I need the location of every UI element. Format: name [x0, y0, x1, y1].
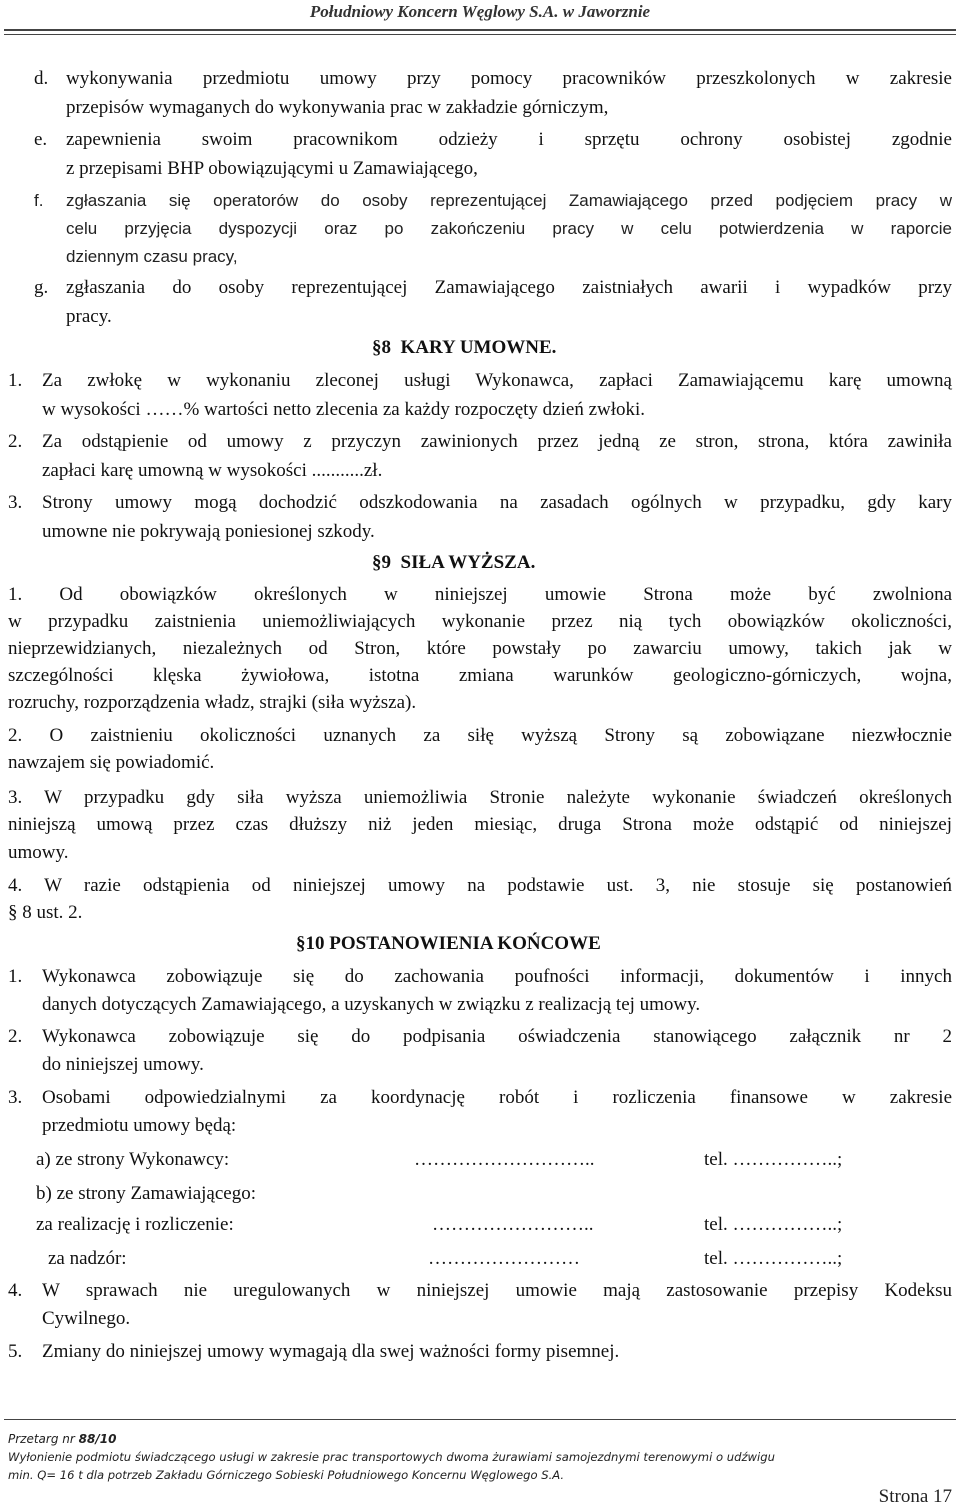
- penalty-item-line: zapłaci karę umowną w wysokości ...........zł.: [42, 460, 383, 481]
- contact-tel: tel. ……………..;: [704, 1248, 843, 1269]
- contact-tel: tel. ……………..;: [704, 1149, 843, 1170]
- final-item-line: W sprawach nie uregulowanych w niniejszej umowie mają zastosowanie przepisy Kodeksu: [42, 1280, 952, 1301]
- page-number: Strona 17: [878, 1486, 952, 1507]
- force-majeure-line: 3. W przypadku gdy siła wyższa uniemożliwia Stronie należyte wykonanie świadczeń określonych: [8, 787, 952, 808]
- final-item-line: Wykonawca zobowiązuje się do podpisania oświadczenia stanowiącego załącznik nr 2: [42, 1026, 952, 1047]
- footer-description-2: min. Q= 16 t dla potrzeb Zakładu Górniczego Sobieski Południowego Koncernu Węglowego S.A.: [8, 1468, 565, 1482]
- list-item-line: wykonywania przedmiotu umowy przy pomocy pracowników przeszkolonych w zakresie: [66, 68, 952, 89]
- list-item-line: pracy.: [66, 306, 112, 327]
- list-item-label: g.: [34, 277, 49, 298]
- penalty-item-label: 1.: [8, 370, 23, 391]
- section-heading-9: §9 SIŁA WYŻSZA.: [372, 552, 536, 573]
- penalty-item-line: w wysokości ……% wartości netto zlecenia za każdy rozpoczęty dzień zwłoki.: [42, 399, 646, 420]
- contact-label: za nadzór:: [48, 1248, 127, 1269]
- final-item-label: 5.: [8, 1341, 23, 1362]
- penalty-item-label: 2.: [8, 431, 23, 452]
- contact-dots: ……………………: [428, 1248, 580, 1269]
- section-sign: §: [372, 552, 382, 573]
- footer-rule: [4, 1419, 956, 1420]
- force-majeure-line: umowy.: [8, 842, 69, 863]
- header-rule-thin: [4, 34, 956, 35]
- footer-tender: Przetarg nr 88/10: [8, 1432, 117, 1446]
- final-item-line: danych dotyczących Zamawiającego, a uzyskanych w związku z realizacją tej umowy.: [42, 994, 701, 1015]
- final-item-line: Cywilnego.: [42, 1308, 131, 1329]
- final-item-line: Osobami odpowiedzialnymi za koordynację robót i rozliczenia finansowe w zakresie: [42, 1087, 952, 1108]
- force-majeure-line-ref: § 8 ust. 2.: [8, 902, 83, 923]
- list-item-label: f.: [34, 191, 44, 210]
- force-majeure-line: nawzajem się powiadomić.: [8, 752, 215, 773]
- contact-dots: ………………………..: [414, 1149, 595, 1170]
- document-header: Południowy Koncern Węglowy S.A. w Jaworznie: [309, 2, 651, 21]
- list-item-line: zgłaszania się operatorów do osoby reprezentującej Zamawiającego przed podjęciem pracy w: [66, 191, 952, 210]
- list-item-line: przepisów wymaganych do wykonywania prac w zakładzie górniczym,: [66, 97, 609, 118]
- final-item-label: 1.: [8, 966, 23, 987]
- final-item-line: Zmiany do niniejszej umowy wymagają dla swej ważności formy pisemnej.: [42, 1341, 620, 1362]
- section-sign: §: [296, 933, 306, 954]
- final-item-line: przedmiotu umowy będą:: [42, 1115, 237, 1136]
- list-item-line: zapewnienia swoim pracownikom odzieży i sprzętu ochrony osobistej zgodnie: [66, 129, 952, 150]
- force-majeure-line: 2. O zaistnieniu okoliczności uznanych za siłę wyższą Strony są zobowiązane niezwłocznie: [8, 725, 952, 746]
- list-item-line: celu przyjęcia dyspozycji oraz po zakończeniu pracy w celu potwierdzenia w raporcie: [66, 219, 952, 238]
- contact-label: a) ze strony Wykonawcy:: [36, 1149, 230, 1170]
- penalty-item-line: umowne nie pokrywają poniesionej szkody.: [42, 521, 375, 542]
- force-majeure-line: niniejszą umową przez czas dłuższy niż jeden miesiąc, druga Strona może odstąpić od niniejszej: [8, 814, 952, 835]
- final-item-line: Wykonawca zobowiązuje się do zachowania poufności informacji, dokumentów i innych: [42, 966, 952, 987]
- penalty-item-label: 3.: [8, 492, 23, 513]
- list-item-line: dziennym czasu pracy,: [66, 247, 238, 266]
- contact-label: b) ze strony Zamawiającego:: [36, 1183, 256, 1204]
- footer-description: Wyłonienie podmiotu świadczącego usługi w zakresie prac transportowych dwoma żurawiami samojezdnymi terenowymi o udźwigu: [8, 1450, 775, 1464]
- force-majeure-line: w przypadku zaistnienia uniemożliwiających wykonanie przez nią tych obowiązków okoliczności,: [8, 611, 952, 632]
- section-heading-8: §8 KARY UMOWNE.: [372, 337, 557, 358]
- final-item-label: 4.: [8, 1280, 23, 1301]
- list-item-label: d.: [34, 68, 49, 89]
- force-majeure-line: 1. Od obowiązków określonych w niniejszej umowie Strona może być zwolniona: [8, 584, 952, 605]
- section-sign: §: [372, 337, 382, 358]
- final-item-line: do niniejszej umowy.: [42, 1054, 204, 1075]
- list-item-line: z przepisami BHP obowiązującymi u Zamawiającego,: [66, 158, 478, 179]
- force-majeure-line: nieprzewidzianych, niezależnych od Stron, które powstały po zawarciu umowy, takich jak w: [8, 638, 952, 659]
- force-majeure-line: rozruchy, rozporządzenia władz, strajki (siła wyższa).: [8, 692, 417, 713]
- penalty-item-line: Strony umowy mogą dochodzić odszkodowania na zasadach ogólnych w przypadku, gdy kary: [42, 492, 952, 513]
- final-item-label: 2.: [8, 1026, 23, 1047]
- section-heading-10: §10 POSTANOWIENIA KOŃCOWE: [296, 933, 601, 954]
- list-item-label: e.: [34, 129, 48, 150]
- header-rule: [4, 29, 956, 31]
- force-majeure-line: 4. W razie odstąpienia od niniejszej umowy na podstawie ust. 3, nie stosuje się postanowień: [8, 875, 952, 896]
- penalty-item-line: Za odstąpienie od umowy z przyczyn zawinionych przez jedną ze stron, strona, która zawiniła: [42, 431, 952, 452]
- force-majeure-line: szczególności klęska żywiołowa, istotna zmiana warunków geologiczno-górniczych, wojna,: [8, 665, 952, 686]
- final-item-label: 3.: [8, 1087, 23, 1108]
- section-sign: §: [8, 902, 18, 923]
- penalty-item-line: Za zwłokę w wykonaniu zleconej usługi Wykonawca, zapłaci Zamawiającemu karę umowną: [42, 370, 952, 391]
- contact-tel: tel. ……………..;: [704, 1214, 843, 1235]
- contact-label: za realizację i rozliczenie:: [36, 1214, 234, 1235]
- contact-dots: ……………………..: [432, 1214, 594, 1235]
- list-item-line: zgłaszania do osoby reprezentującej Zamawiającego zaistniałych awarii i wypadków przy: [66, 277, 952, 298]
